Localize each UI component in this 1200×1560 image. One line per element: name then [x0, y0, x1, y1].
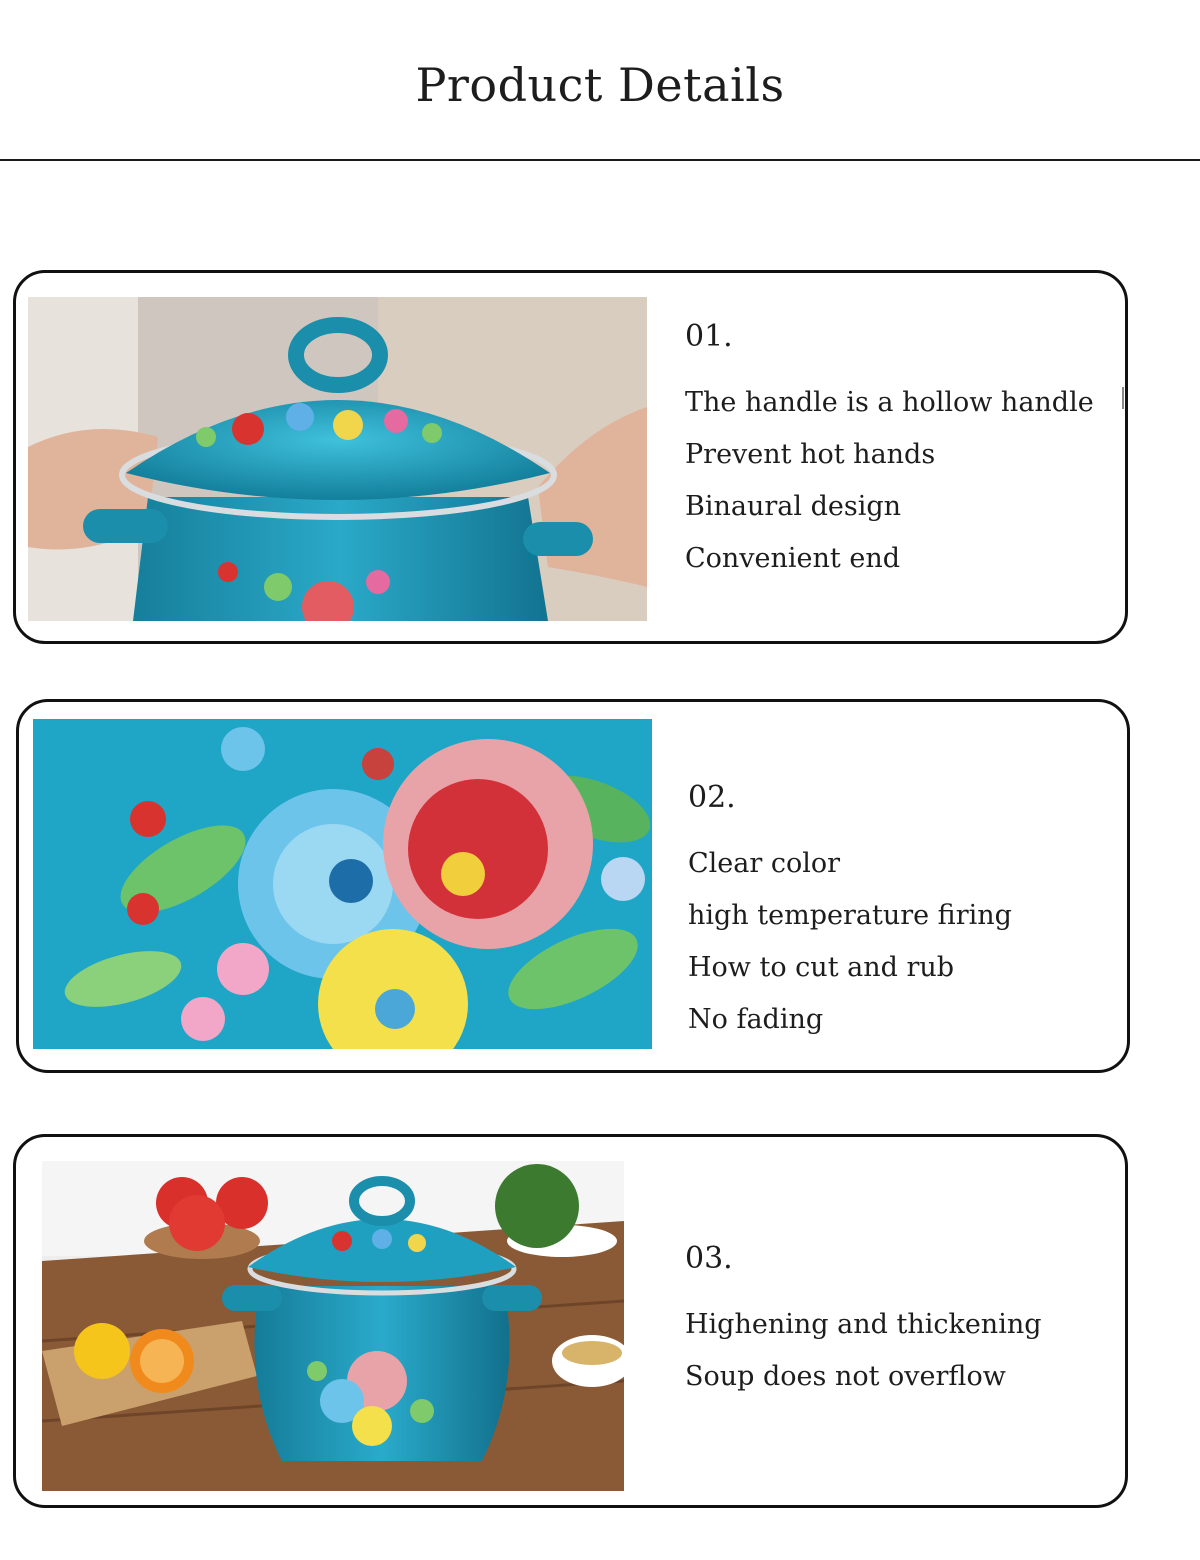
feature-line: The handle is a hollow handle	[685, 387, 1094, 418]
product-photo-floral-closeup	[33, 719, 652, 1049]
page-header	[0, 0, 1200, 162]
feature-line: How to cut and rub	[688, 952, 955, 983]
feature-line: high temperature firing	[688, 900, 1012, 931]
product-photo-pot-on-table	[42, 1161, 624, 1491]
feature-text-block	[688, 780, 1012, 1046]
feature-card-color	[16, 699, 1130, 1073]
page-title: Product Details	[415, 58, 785, 112]
feature-line: Soup does not overflow	[685, 1361, 1006, 1392]
feature-line: No fading	[688, 1004, 824, 1035]
feature-line: Highening and thickening	[685, 1309, 1042, 1340]
section-number: 02.	[688, 780, 736, 815]
feature-card-height	[13, 1134, 1128, 1508]
header-divider	[0, 159, 1200, 161]
feature-line: Convenient end	[685, 543, 901, 574]
feature-line: Prevent hot hands	[685, 439, 936, 470]
section-number: 01.	[685, 319, 733, 354]
feature-card-handles	[13, 270, 1128, 644]
feature-line: Binaural design	[685, 491, 901, 522]
stray-mark	[1122, 387, 1124, 409]
section-number: 03.	[685, 1241, 733, 1276]
feature-line: Clear color	[688, 848, 841, 879]
feature-text-block	[685, 319, 1094, 585]
feature-text-block	[685, 1241, 1042, 1403]
product-photo-pot-held	[28, 297, 647, 621]
